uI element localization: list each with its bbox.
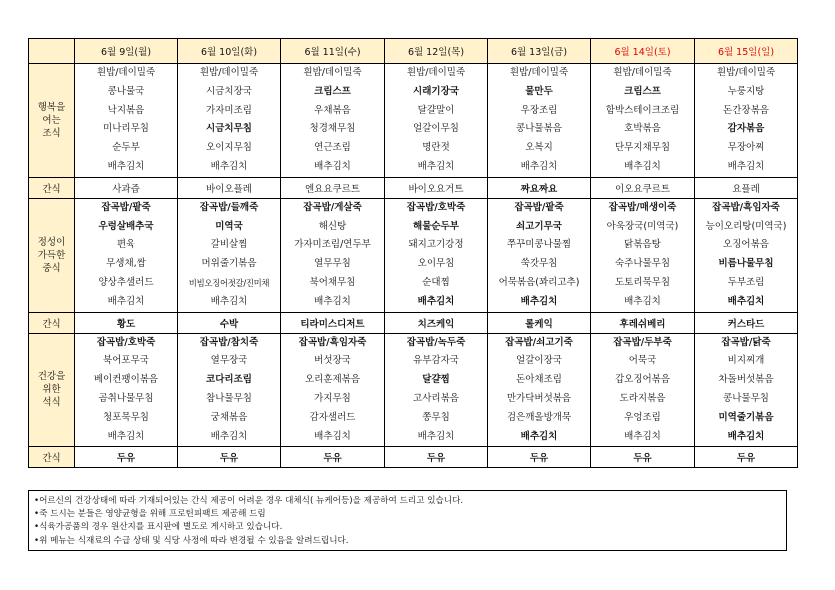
menu-item: 북어채무침 xyxy=(309,276,356,288)
snack-cell: 두유 xyxy=(281,447,385,468)
breakfast-row xyxy=(29,64,798,178)
snack-cell: 두유 xyxy=(695,447,798,468)
menu-item: 잡곡밥/참치죽 xyxy=(199,336,259,348)
menu-item: 배추김치 xyxy=(417,430,455,442)
dinner-menu xyxy=(695,333,798,447)
menu-item: 배추김치 xyxy=(624,295,661,307)
menu-item: 열무장국 xyxy=(210,355,248,367)
meal-label-line: 여는 xyxy=(42,114,61,126)
menu-item: 차돌버섯볶음 xyxy=(718,374,774,386)
menu-item: 콩나물볶음 xyxy=(516,123,562,135)
menu-item: 순두부 xyxy=(112,142,140,154)
menu-item: 잡곡밥/두부죽 xyxy=(613,336,672,348)
corner-cell xyxy=(29,39,75,64)
menu-item: 열무무침 xyxy=(314,258,351,270)
lunch-row xyxy=(29,198,798,312)
menu-item: 우장조림 xyxy=(520,104,558,116)
menu-item: 잡곡밥/흑임자죽 xyxy=(298,336,367,348)
menu-item: 닭볶음탕 xyxy=(624,239,661,251)
header-row xyxy=(29,39,798,64)
snack-cell: 두유 xyxy=(488,447,591,468)
day-header: 6월 14일(토) xyxy=(591,39,695,64)
dinner-row xyxy=(29,333,798,447)
menu-item: 양상추샐러드 xyxy=(98,276,154,288)
snack-cell: 요플레 xyxy=(695,177,798,198)
menu-item: 돼지고기강정 xyxy=(408,239,464,251)
menu-item: 크림스프 xyxy=(624,85,661,97)
dinner-menu xyxy=(591,333,695,447)
menu-item: 쇠고기무국 xyxy=(516,220,562,232)
menu-item: 콩나물무침 xyxy=(723,392,769,404)
breakfast-menu xyxy=(75,64,178,178)
menu-item: 흰밥/데이밀죽 xyxy=(96,67,156,78)
lunch-menu xyxy=(488,198,591,312)
menu-item: 달걀찜 xyxy=(422,374,450,386)
snack-cell: 황도 xyxy=(75,312,178,333)
menu-item: 돈아채조림 xyxy=(516,374,562,386)
menu-item: 우채볶음 xyxy=(314,104,351,116)
snack-cell: 두유 xyxy=(591,447,695,468)
snack-cell: 사과즙 xyxy=(75,177,178,198)
menu-item: 배추김치 xyxy=(727,430,765,442)
menu-item: 단무지채무침 xyxy=(614,142,671,154)
menu-item: 능이오리탕(미역국) xyxy=(705,220,787,232)
snack-cell: 커스타드 xyxy=(695,312,798,333)
day-header: 6월 12일(목) xyxy=(385,39,488,64)
menu-item: 잡곡밥/호박죽 xyxy=(96,336,156,348)
menu-item: 배추김치 xyxy=(210,295,248,307)
breakfast-menu xyxy=(178,64,281,178)
menu-item: 호박볶음 xyxy=(624,123,661,135)
menu-item: 머위줄기볶음 xyxy=(201,258,257,270)
breakfast-menu xyxy=(281,64,385,178)
menu-item: 잡곡밥/호박죽 xyxy=(406,201,466,213)
menu-item: 배추김치 xyxy=(520,430,558,442)
lunch-menu xyxy=(75,198,178,312)
menu-item: 배추김치 xyxy=(624,430,661,442)
menu-item: 배추김치 xyxy=(727,160,765,172)
snack-cell: 두유 xyxy=(385,447,488,468)
menu-item: 배추김치 xyxy=(417,295,455,307)
meal-label-line: 석식 xyxy=(42,397,61,409)
menu-item: 미역줄기볶음 xyxy=(718,411,774,423)
menu-item: 숙주나물무침 xyxy=(614,258,671,270)
menu-item: 콩나물국 xyxy=(107,85,145,97)
menu-item: 잡곡밥/들깨죽 xyxy=(199,201,259,213)
menu-item: 시금치장국 xyxy=(206,85,252,97)
day-header: 6월 13일(금) xyxy=(488,39,591,64)
menu-item: 가자미조림/연두부 xyxy=(294,239,371,251)
dinner-menu xyxy=(488,333,591,447)
menu-item: 도라지볶음 xyxy=(619,392,666,404)
notes-box xyxy=(28,490,787,551)
snack-label: 간식 xyxy=(29,312,75,333)
lunch-label xyxy=(29,198,75,312)
menu-item: 잡곡밥/녹두죽 xyxy=(406,336,466,348)
menu-item: 검은깨올방개묵 xyxy=(506,411,572,423)
menu-item: 해물순두부 xyxy=(413,220,459,232)
menu-item: 고사리볶음 xyxy=(413,392,459,404)
menu-item: 잡곡밥/게살죽 xyxy=(303,201,362,213)
menu-item: 해신탕 xyxy=(318,220,347,232)
meal-label-line: 중식 xyxy=(42,262,61,274)
menu-item: 오징어볶음 xyxy=(723,239,769,251)
menu-item: 무장아찌 xyxy=(727,142,765,154)
menu-item: 흰밥/데이밀죽 xyxy=(406,67,466,78)
lunch-menu xyxy=(591,198,695,312)
menu-item: 잡곡밥/닭죽 xyxy=(721,336,771,348)
menu-item: 배추김치 xyxy=(314,160,351,172)
menu-item: 우엉조림 xyxy=(624,411,661,423)
snack-cell: 두유 xyxy=(178,447,281,468)
menu-item: 잡곡밥/팥죽 xyxy=(514,201,564,213)
menu-item: 배추김치 xyxy=(210,430,248,442)
snack-cell: 롤케익 xyxy=(488,312,591,333)
menu-item: 얼갈이무침 xyxy=(413,123,459,135)
menu-item: 우렁살배추국 xyxy=(98,220,154,232)
note-line: •어르신의 건강상태에 따라 기재되어있는 간식 제공이 어려운 경우 대체식( 뉴케어등)을 제공하여 드리고 있습니다. xyxy=(34,496,464,506)
menu-item: 감자샐러드 xyxy=(309,411,356,423)
menu-item: 유부감자국 xyxy=(413,355,459,367)
breakfast-label xyxy=(29,64,75,178)
snack-cell: 두유 xyxy=(75,447,178,468)
menu-item: 누룽지탕 xyxy=(727,85,765,97)
menu-item: 배추김치 xyxy=(314,295,351,307)
menu-item: 물만두 xyxy=(525,85,553,97)
menu-item: 참나물무침 xyxy=(206,392,252,404)
dinner-menu xyxy=(75,333,178,447)
menu-item: 달걀말이 xyxy=(417,104,455,116)
menu-item: 흰밥/데이밀죽 xyxy=(509,67,569,78)
dinner-menu xyxy=(385,333,488,447)
menu-item: 배추김치 xyxy=(107,160,145,172)
menu-item: 무생채,쌈 xyxy=(106,258,146,270)
menu-item: 북어포무국 xyxy=(103,355,149,367)
menu-item: 크림스프 xyxy=(314,85,351,97)
menu-item: 오복지 xyxy=(525,142,553,154)
menu-item: 가자미조림 xyxy=(206,104,252,116)
snack-cell: 이오요쿠르트 xyxy=(591,177,695,198)
menu-item: 코다리조림 xyxy=(206,374,252,386)
dinner-snack-row xyxy=(29,447,798,468)
menu-item: 베이컨팽이볶음 xyxy=(93,374,159,386)
menu-item: 곰취나물무침 xyxy=(98,392,154,404)
lunch-menu xyxy=(178,198,281,312)
menu-item: 어묵볶음(꽈리고추) xyxy=(498,276,580,288)
lunch-menu xyxy=(695,198,798,312)
menu-item: 어묵국 xyxy=(628,355,657,367)
menu-item: 갑오징어볶음 xyxy=(614,374,671,386)
dinner-label xyxy=(29,333,75,447)
menu-item: 오이지무침 xyxy=(206,142,252,154)
breakfast-menu xyxy=(591,64,695,178)
day-header: 6월 15일(일) xyxy=(695,39,798,64)
menu-item: 흰밥/데이밀죽 xyxy=(716,67,776,78)
menu-item: 흰밥/데이밀죽 xyxy=(303,67,362,78)
menu-item: 비지찌개 xyxy=(727,355,765,367)
lunch-snack-row xyxy=(29,312,798,333)
menu-item: 미역국 xyxy=(215,220,243,232)
menu-item: 배추김치 xyxy=(727,295,765,307)
menu-item: 잡곡밥/매생이죽 xyxy=(608,201,677,213)
menu-item: 감자볶음 xyxy=(727,123,765,135)
menu-item: 청포묵무침 xyxy=(103,411,149,423)
menu-item: 아욱장국(미역국) xyxy=(606,220,679,232)
menu-item: 잡곡밥/흑임자죽 xyxy=(712,201,780,213)
menu-item: 쑥갓무침 xyxy=(520,258,558,270)
weekly-menu-table xyxy=(28,38,798,468)
menu-item: 비빔오징어젓갈/진미채 xyxy=(188,277,270,288)
lunch-menu xyxy=(385,198,488,312)
dinner-menu xyxy=(178,333,281,447)
menu-item: 돈간장볶음 xyxy=(723,104,769,116)
menu-item: 배추김치 xyxy=(210,160,248,172)
menu-item: 배추김치 xyxy=(314,430,351,442)
menu-item: 궁채볶음 xyxy=(210,411,248,423)
note-line: •죽 드시는 분들은 영양균형을 위해 프로틴피팩트 제공해 드림 xyxy=(34,509,266,520)
snack-cell: 후레쉬베리 xyxy=(591,312,695,333)
snack-cell: 엔요요쿠르트 xyxy=(281,177,385,198)
menu-item: 배추김치 xyxy=(624,160,661,172)
menu-item: 도토리묵무침 xyxy=(614,276,671,288)
menu-item: 두부조림 xyxy=(727,276,765,288)
menu-item: 배추김치 xyxy=(107,295,145,307)
snack-cell: 짜요짜요 xyxy=(488,177,591,198)
menu-item: 비름나물무침 xyxy=(718,258,774,270)
menu-item: 얼갈이장국 xyxy=(516,355,562,367)
note-line: •위 메뉴는 식재료의 수급 상태 및 식당 사정에 따라 변경될 수 있음을 알려드립니다. xyxy=(34,535,349,546)
snack-cell: 티라미스디저트 xyxy=(281,312,385,333)
menu-item: 연근조림 xyxy=(314,142,351,154)
menu-item: 시금치무침 xyxy=(206,123,252,135)
menu-item: 가지무침 xyxy=(314,392,351,404)
menu-item: 만가닥버섯볶음 xyxy=(506,392,572,404)
menu-item: 잡곡밥/쇠고기죽 xyxy=(505,336,573,348)
menu-item: 오이무침 xyxy=(417,258,455,270)
snack-label: 간식 xyxy=(29,447,75,468)
menu-item: 함박스테이크조림 xyxy=(605,104,680,116)
meal-label-line: 위한 xyxy=(42,384,61,396)
day-header: 6월 10일(화) xyxy=(178,39,281,64)
dinner-menu xyxy=(281,333,385,447)
meal-label-line: 조식 xyxy=(42,127,61,139)
snack-cell: 수박 xyxy=(178,312,281,333)
snack-label: 간식 xyxy=(29,177,75,198)
note-line: •식육가공품의 경우 원산지를 표시판에 별도로 게시하고 있습니다. xyxy=(34,522,283,533)
menu-item: 배추김치 xyxy=(107,430,145,442)
meal-label-line: 정성이 xyxy=(37,236,66,248)
menu-item: 청경채무침 xyxy=(309,123,356,135)
snack-cell: 치즈케익 xyxy=(385,312,488,333)
menu-item: 쫑무침 xyxy=(422,411,450,423)
menu-item: 순대찜 xyxy=(422,276,450,288)
menu-item: 갈비살찜 xyxy=(210,239,248,251)
day-header: 6월 11일(수) xyxy=(281,39,385,64)
menu-item: 잡곡밥/팥죽 xyxy=(101,201,151,213)
breakfast-menu xyxy=(488,64,591,178)
menu-item: 명란젓 xyxy=(422,142,450,154)
lunch-menu xyxy=(281,198,385,312)
menu-item: 편육 xyxy=(116,239,136,251)
menu-item: 배추김치 xyxy=(520,295,558,307)
menu-item: 시래기장국 xyxy=(413,85,459,97)
meal-label-line: 가득한 xyxy=(37,249,66,261)
menu-item: 배추김치 xyxy=(520,160,558,172)
menu-item: 미나리무침 xyxy=(103,123,149,135)
menu-item: 흰밥/데이밀죽 xyxy=(199,67,259,78)
breakfast-menu xyxy=(385,64,488,178)
menu-item: 배추김치 xyxy=(417,160,455,172)
breakfast-snack-row xyxy=(29,177,798,198)
menu-item: 버섯장국 xyxy=(314,355,351,367)
day-header: 6월 9일(월) xyxy=(75,39,178,64)
breakfast-menu xyxy=(695,64,798,178)
meal-label-line: 건강을 xyxy=(37,371,66,383)
menu-item: 오리훈제볶음 xyxy=(304,374,361,386)
menu-item: 낙지볶음 xyxy=(107,104,145,116)
menu-item: 쭈꾸미콩나물찜 xyxy=(506,239,572,251)
meal-label-line: 행복을 xyxy=(37,101,66,113)
menu-item: 흰밥/데이밀죽 xyxy=(613,67,672,78)
snack-cell: 바이오요거트 xyxy=(385,177,488,198)
snack-cell: 바이오플레 xyxy=(178,177,281,198)
